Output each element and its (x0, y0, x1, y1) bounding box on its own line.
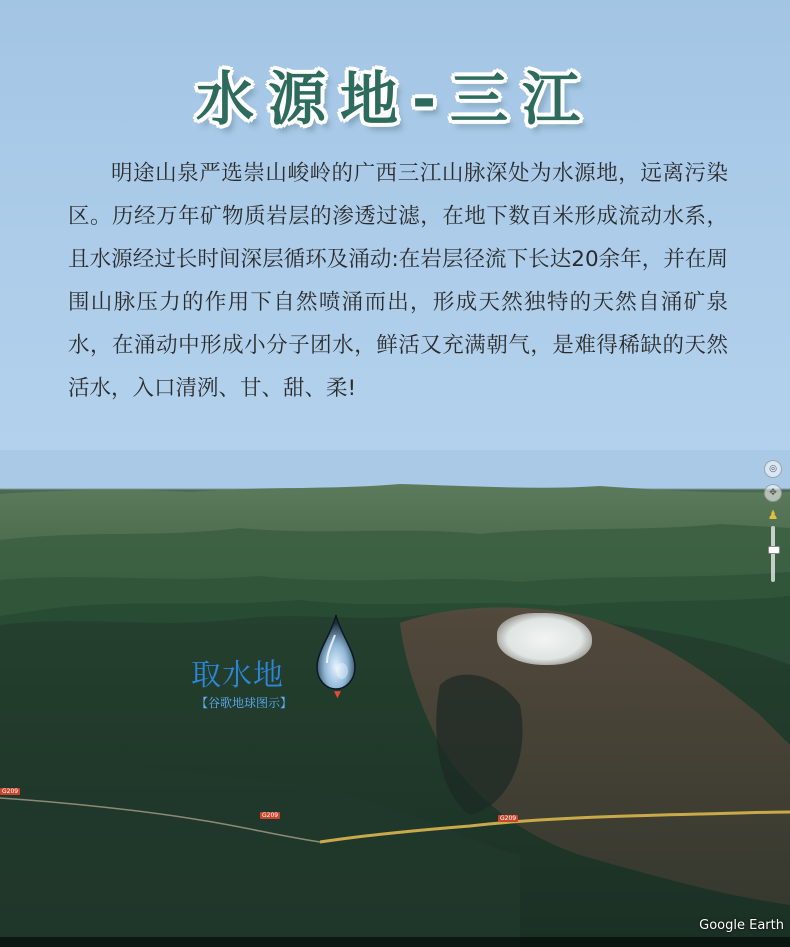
description-paragraph: 明途山泉严选崇山峻岭的广西三江山脉深处为水源地，远离污染区。历经万年矿物质岩层的渗透过滤，在地下数百米形成流动水系，且水源经过长时间深层循环及涌动:在岩层径流下长达20余年，并在周围山脉压力的作用下自然喷涌而出，形成天然独特的天然自涌矿泉水，在涌动中形成小分子团水，鲜活又充满朝气，是难得稀缺的天然活水，入口清洌、甘、甜、柔! (68, 161, 728, 401)
map-caption: 【谷歌地球图示】 (196, 696, 293, 710)
street-view-icon[interactable]: ♟ (767, 508, 779, 522)
road-badge: G209 (500, 815, 517, 822)
tilt-control-icon[interactable]: ✥ (764, 484, 782, 502)
zoom-knob[interactable] (768, 546, 780, 554)
map-status-bar (0, 937, 790, 947)
compass-icon[interactable]: ◎ (764, 460, 782, 478)
road-badge: G209 (262, 812, 279, 819)
title-block (0, 52, 790, 132)
zoom-slider[interactable] (771, 526, 775, 582)
water-source-label: 取水地 (191, 658, 284, 693)
satellite-map[interactable] (0, 450, 790, 947)
foreground-mountains (0, 605, 790, 947)
google-earth-watermark: Google Earth (699, 918, 784, 933)
page-title: 水源地-三江 (195, 65, 595, 133)
road-badge: G209 (2, 788, 19, 795)
cloud (497, 613, 592, 665)
map-navigation-controls[interactable] (762, 460, 784, 582)
water-drop-icon (315, 613, 357, 691)
location-pin-icon: ▼ (334, 690, 341, 700)
highway-road (0, 780, 790, 880)
